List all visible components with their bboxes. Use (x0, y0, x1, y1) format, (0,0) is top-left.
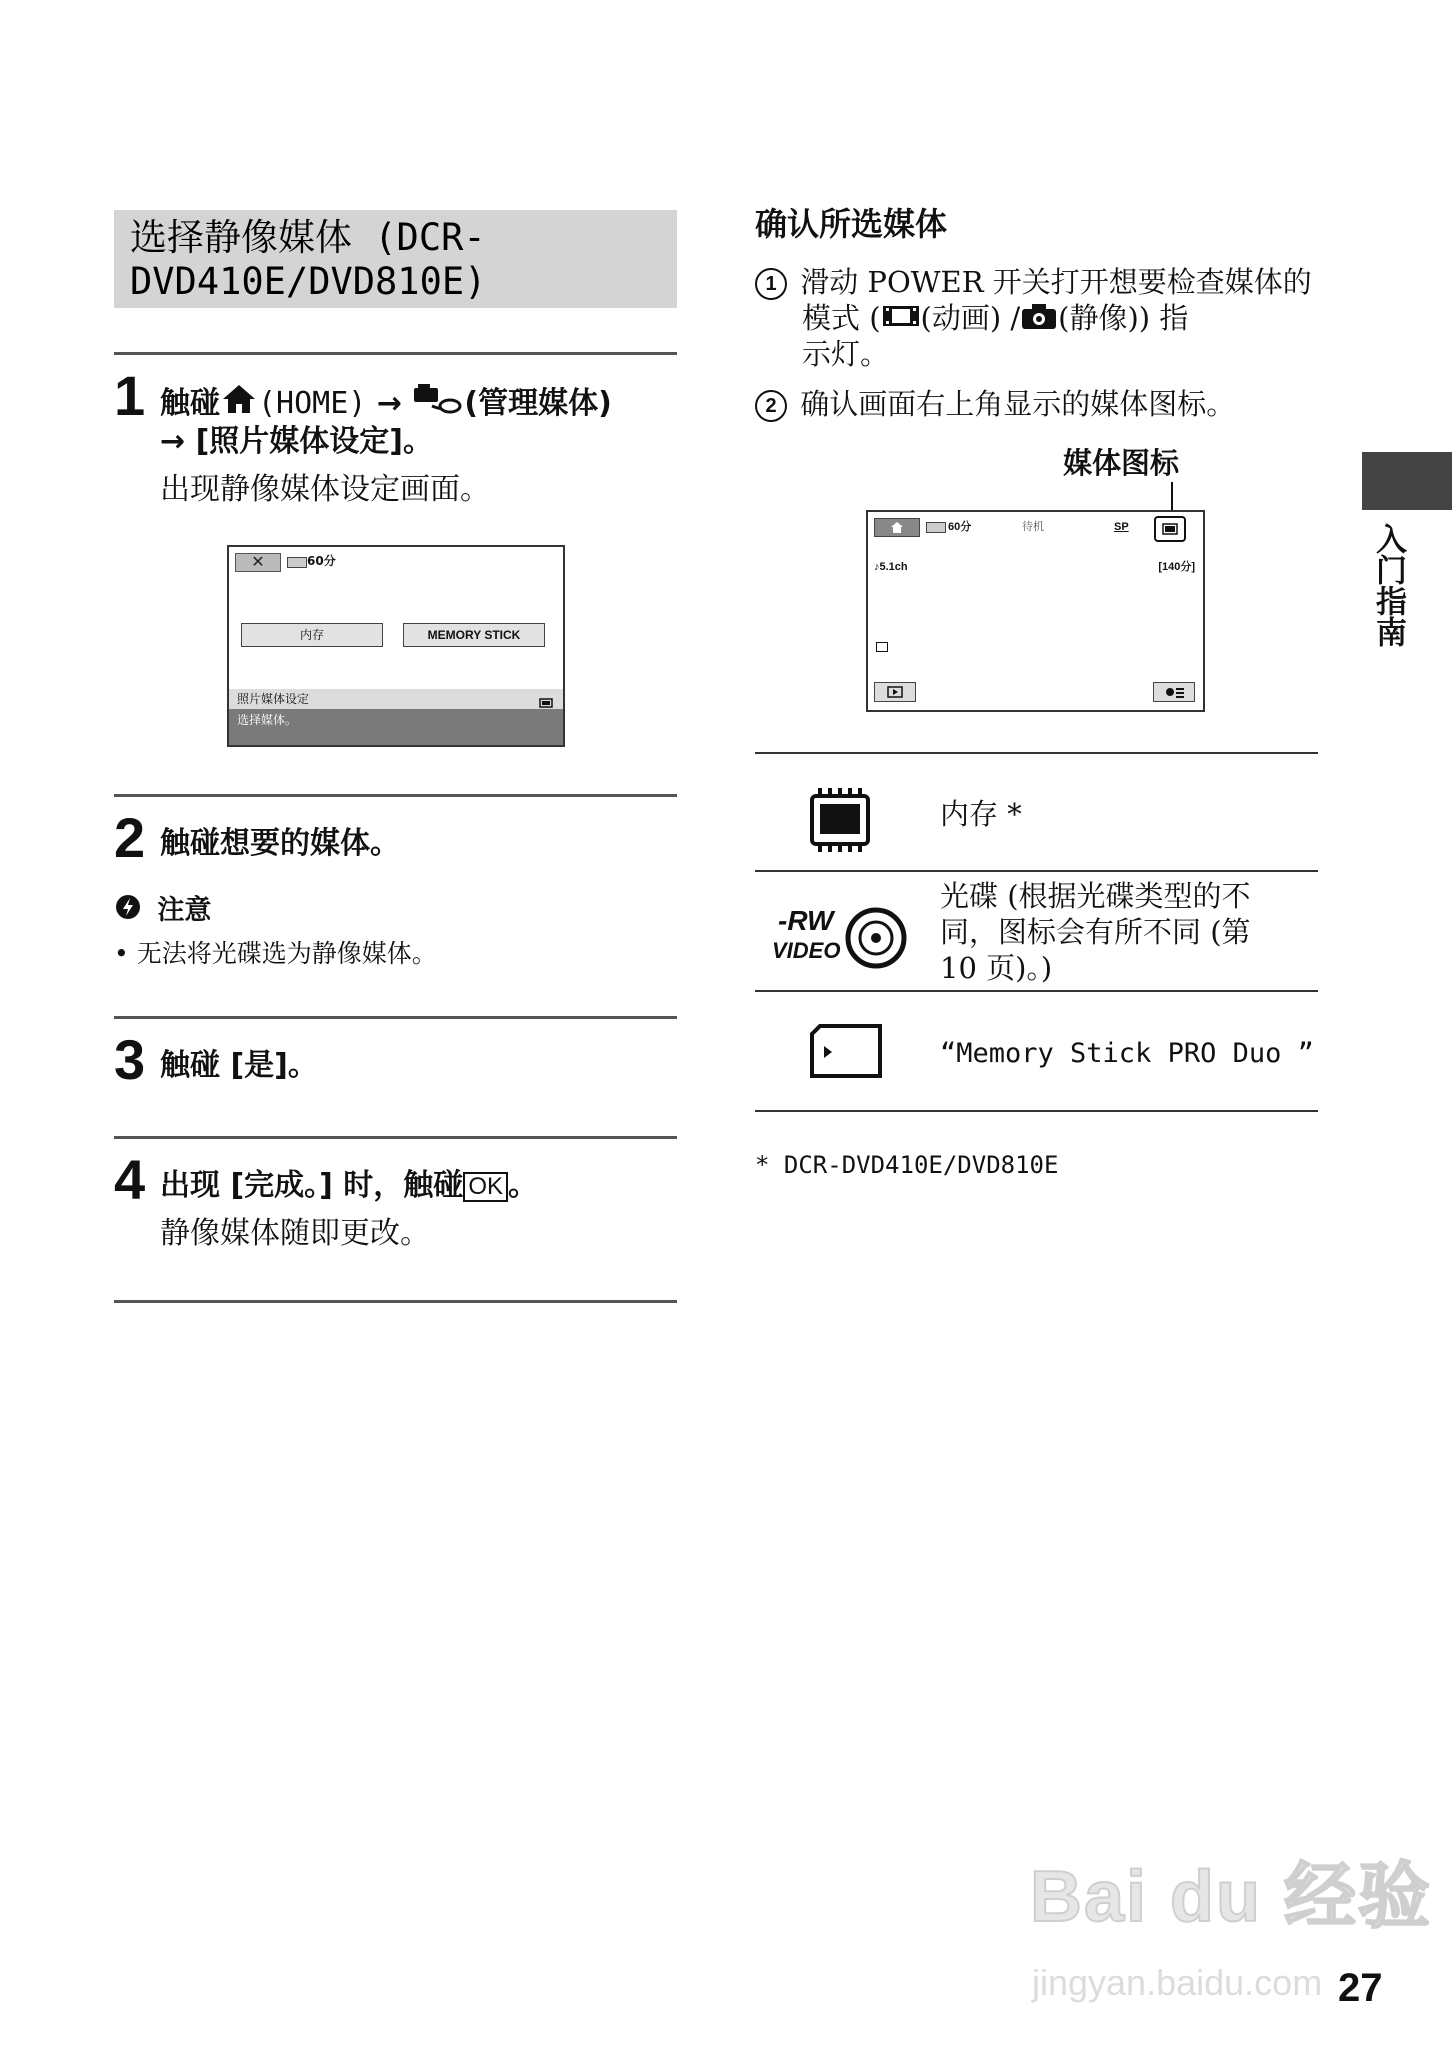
heading-line-2: DVD410E/DVD810E) (130, 260, 487, 303)
standby-status: 待机 (1022, 521, 1044, 533)
home-button[interactable] (874, 518, 920, 537)
home-icon (220, 382, 258, 427)
recording-mode: SP (1114, 521, 1129, 533)
step-1-line2: → [照片媒体设定]。 (160, 424, 434, 459)
instruction-1: 1 滑动 POWER 开关打开想要检查媒体的 (755, 264, 1312, 300)
callout-line (1171, 482, 1173, 512)
step-2-number: 2 (114, 806, 146, 869)
page-number: 27 (1338, 1966, 1383, 2010)
baidu-watermark-url: jingyan.baidu.com (1032, 1962, 1323, 2003)
battery-time: 60分 (307, 554, 336, 568)
step-2-text: 触碰想要的媒体。 (160, 826, 400, 861)
table-rule (755, 752, 1318, 754)
divider (114, 1136, 677, 1139)
chapter-label: 入门指南 (1370, 523, 1406, 647)
confirm-media-title: 确认所选媒体 (755, 205, 948, 243)
battery-icon (287, 557, 307, 568)
close-button[interactable]: ✕ (235, 553, 281, 572)
heading-line-1: 选择静像媒体 (DCR- (130, 216, 486, 259)
option-button[interactable] (1153, 682, 1195, 702)
ok-button-icon: OK (463, 1172, 508, 1202)
step-1-number: 1 (114, 364, 146, 427)
step-3-text: 触碰 [是]。 (160, 1048, 318, 1083)
audio-mode: ♪5.1ch (874, 561, 908, 573)
battery-time: 60分 (948, 521, 972, 533)
chapter-tab (1362, 452, 1452, 510)
step-4-text: 出现 [完成。] 时，触碰 OK 。 (160, 1168, 538, 1203)
table-rule (755, 990, 1318, 992)
step-3-number: 3 (114, 1028, 146, 1091)
baidu-watermark: Bai du 经验 (1030, 1857, 1433, 1937)
memory-stick-label: “Memory Stick PRO Duo ” (940, 1038, 1314, 1069)
svg-text:-RW: -RW (778, 905, 834, 936)
table-rule (755, 1110, 1318, 1112)
media-icon-callout: 媒体图标 (1063, 446, 1180, 480)
dvd-rw-video-icon (770, 900, 910, 976)
camera-icon (1020, 301, 1058, 339)
media-indicator-icon (1154, 516, 1186, 542)
divider (114, 352, 677, 355)
internal-memory-button[interactable]: 内存 (241, 623, 383, 647)
media-manage-icon (412, 382, 464, 427)
footnote: * DCR-DVD410E/DVD810E (755, 1151, 1059, 1179)
svg-text:VIDEO: VIDEO (772, 938, 841, 963)
step-4-number: 4 (114, 1148, 146, 1211)
memory-stick-icon (808, 1022, 884, 1084)
instruction-2: 2 确认画面右上角显示的媒体图标。 (755, 386, 1235, 422)
divider (114, 1016, 677, 1019)
screen-title-bar: 照片媒体设定 (229, 689, 563, 709)
note-heading: 注意 (114, 893, 211, 930)
table-rule (755, 870, 1318, 872)
instruction-1-line3: 示灯。 (802, 337, 890, 371)
step-1-text: 触碰 (HOME) → (管理媒体) (160, 382, 680, 427)
section-heading (130, 216, 670, 304)
step-1-description: 出现静像媒体设定画面。 (160, 472, 490, 507)
instruction-1-line2: 模式 ( (动画) / (静像)) 指 (802, 300, 1188, 339)
battery-icon (926, 522, 946, 533)
memory-chip-icon (808, 786, 872, 858)
disc-description: 光碟 (根据光碟类型的不 同，图标会有所不同 (第 10 页)。) (940, 879, 1251, 985)
divider (114, 794, 677, 797)
screen-message-bar: 选择媒体。 (229, 709, 563, 745)
memory-stick-button[interactable]: MEMORY STICK (403, 623, 545, 647)
caution-icon (114, 893, 142, 930)
movie-icon (881, 302, 921, 338)
photo-media-setting-screen (227, 545, 565, 747)
camera-standby-screen (866, 510, 1205, 712)
divider (114, 1300, 677, 1303)
note-item: • 无法将光碟选为静像媒体。 (114, 939, 437, 968)
face-detect-icon (876, 642, 888, 652)
remaining-time: [140分] (1158, 561, 1195, 573)
internal-memory-label: 内存 * (940, 797, 1022, 831)
step-4-description: 静像媒体随即更改。 (160, 1216, 430, 1251)
playback-button[interactable] (874, 682, 916, 702)
